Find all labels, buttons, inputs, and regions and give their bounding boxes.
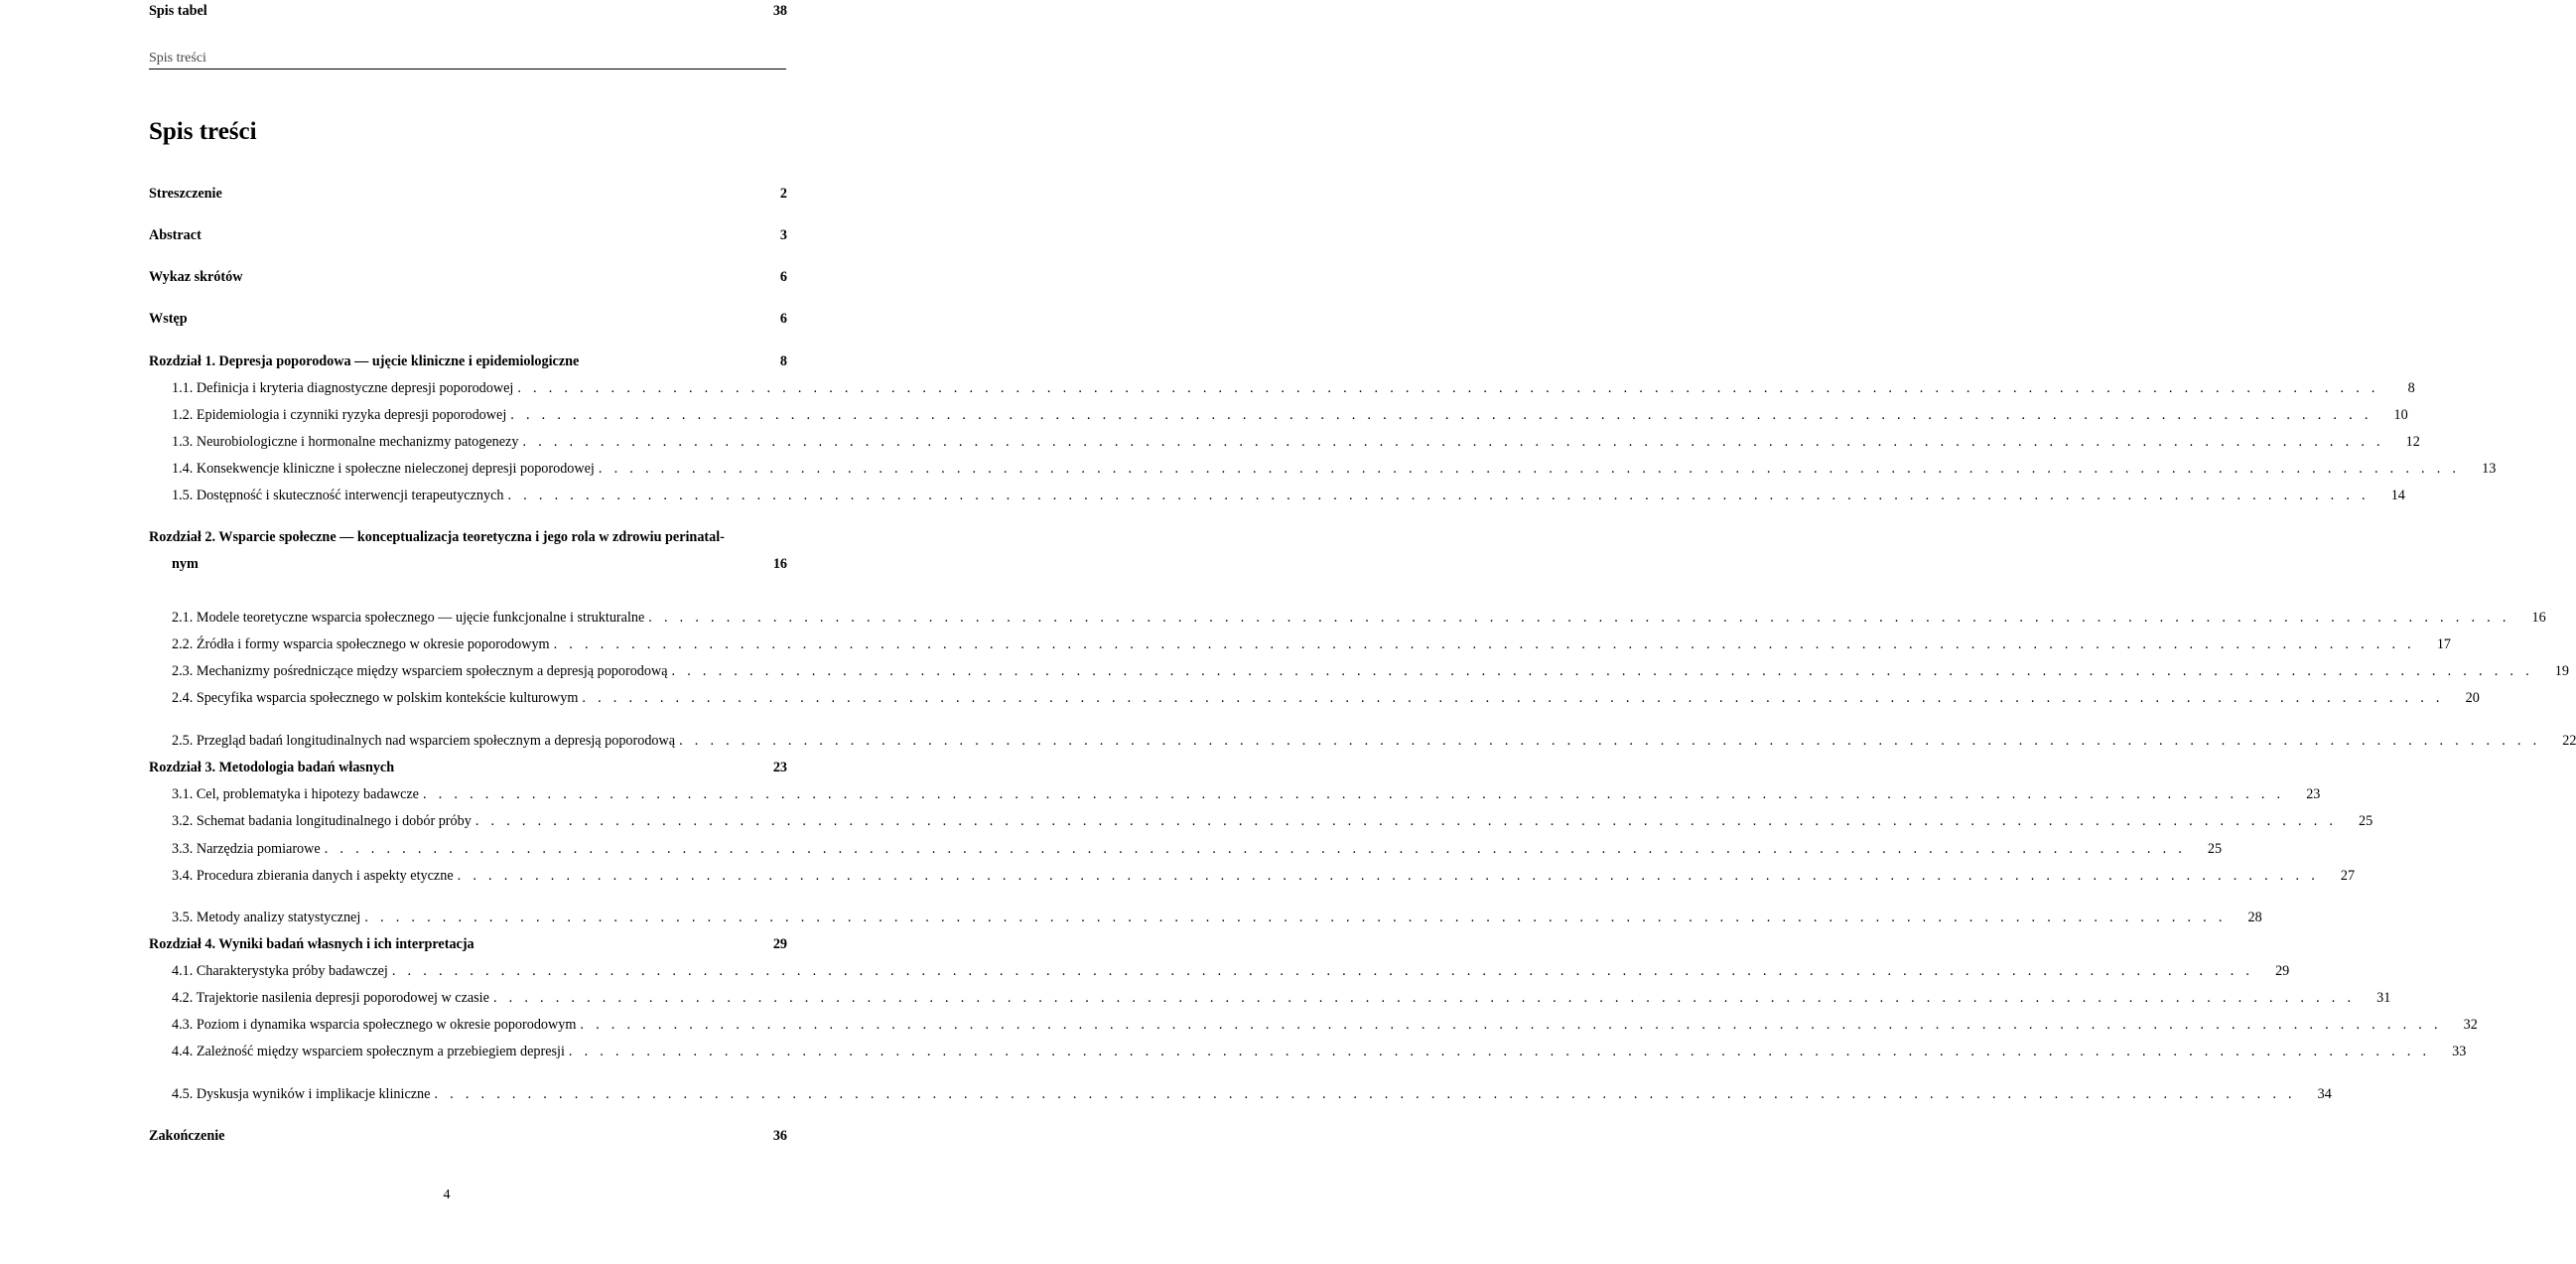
toc-entry-label: Wykaz skrótów <box>149 269 243 285</box>
toc-entry-label: 3.3. Narzędzia pomiarowe <box>172 841 321 857</box>
toc-entry-page: 33 <box>2452 1044 2467 1059</box>
toc-section-entry[interactable] <box>149 633 2452 655</box>
toc-entry-label: 1.2. Epidemiologia i czynniki ryzyka depresji poporodowej <box>172 407 507 423</box>
toc-chapter-entry[interactable] <box>149 308 787 330</box>
toc-entry-label: 4.2. Trajektorie nasilenia depresji poporodowej w czasie <box>172 990 489 1006</box>
toc-entry-page: 31 <box>2376 990 2391 1006</box>
toc-entry-page: 19 <box>2554 663 2569 679</box>
toc-chapter-entry[interactable] <box>149 224 787 246</box>
toc-section-entry[interactable] <box>149 730 2576 752</box>
toc-leader-dots: . . . . . . . . . . . . . . . . . . . . . . . . . . . . . . . . . . . . . . . . . . . . . . . . . . . . . . . . . . . . . . . . . . . . . . . . . . . . . . . . . . . . . . . . . . . . . . . . . . . . . . . . . . . . . . . . . . . . . . . . <box>391 963 2254 979</box>
toc-section-entry[interactable] <box>149 485 2405 506</box>
toc-entry-page: 3 <box>779 227 787 243</box>
toc-entry-page: 38 <box>772 3 787 19</box>
toc-leader-dots: . . . . . . . . . . . . . . . . . . . . . . . . . . . . . . . . . . . . . . . . . . . . . . . . . . . . . . . . . . . . . . . . . . . . . . . . . . . . . . . . . . . . . . . . . . . . . . . . . . . . . . . . . . . . . . . . . . . . . . . . <box>457 868 2320 884</box>
toc-entry-page: 34 <box>2317 1086 2332 1102</box>
toc-section-entry[interactable] <box>149 810 2373 832</box>
toc-section-entry[interactable] <box>149 607 2546 629</box>
toc-entry-page: 17 <box>2436 636 2452 652</box>
toc-leader-dots: . . . . . . . . . . . . . . . . . . . . . . . . . . . . . . . . . . . . . . . . . . . . . . . . . . . . . . . . . . . . . . . . . . . . . . . . . . . . . . . . . . . . . . . . . . . . . . . . . . . . . . . . . . . . . . . . . . . . . . . . <box>679 733 2541 749</box>
toc-entry-label: Streszczenie <box>149 186 222 202</box>
toc-leader-dots: . . . . . . . . . . . . . . . . . . . . . . . . . . . . . . . . . . . . . . . . . . . . . . . . . . . . . . . . . . . . . . . . . . . . . . . . . . . . . . . . . . . . . . . . . . . . . . . . . . . . . . . . . . . . . . . . . . . . . . . . <box>553 636 2416 652</box>
toc-entry-page: 29 <box>772 936 787 952</box>
toc-entry-label: Wstęp <box>149 311 188 327</box>
toc-entry-page: 8 <box>2407 380 2415 396</box>
toc-section-entry[interactable] <box>149 377 2415 399</box>
toc-leader-dots: . . . . . . . . . . . . . . . . . . . . . . . . . . . . . . . . . . . . . . . . . . . . . . . . . . . . . . . . . . . . . . . . . . . . . . . . . . . . . . . . . . . . . . . . . . . . . . . . . . . . . . . . . . . . . . . . . . . . . . . . <box>434 1086 2296 1102</box>
toc-entry-label: 1.1. Definicja i kryteria diagnostyczne depresji poporodowej <box>172 380 514 396</box>
toc-entry-label: 2.5. Przegląd badań longitudinalnych nad wsparciem społecznym a depresją poporodową <box>172 733 676 749</box>
toc-entry-page: 23 <box>772 760 787 775</box>
toc-entry-page: 20 <box>2465 690 2480 706</box>
toc-entry-page: 32 <box>2463 1017 2478 1033</box>
toc-entry-page: 25 <box>2359 813 2373 829</box>
toc-entry-page: 13 <box>2482 461 2497 477</box>
toc-entry-page: 16 <box>2531 610 2546 626</box>
toc-chapter-entry[interactable] <box>149 933 787 955</box>
toc-chapter-entry[interactable] <box>149 757 787 778</box>
toc-leader-dots: . . . . . . . . . . . . . . . . . . . . . . . . . . . . . . . . . . . . . . . . . . . . . . . . . . . . . . . . . . . . . . . . . . . . . . . . . . . . . . . . . . . . . . . . . . . . . . . . . . . . . . . . . . . . . . . . . . . . . . . . <box>510 407 2373 423</box>
table-of-contents <box>149 0 2576 1264</box>
toc-leader-dots: . . . . . . . . . . . . . . . . . . . . . . . . . . . . . . . . . . . . . . . . . . . . . . . . . . . . . . . . . . . . . . . . . . . . . . . . . . . . . . . . . . . . . . . . . . . . . . . . . . . . . . . . . . . . . . . . . . . . . . . . <box>648 610 2510 626</box>
toc-section-entry[interactable] <box>149 431 2420 453</box>
toc-leader-dots: . . . . . . . . . . . . . . . . . . . . . . . . . . . . . . . . . . . . . . . . . . . . . . . . . . . . . . . . . . . . . . . . . . . . . . . . . . . . . . . . . . . . . . . . . . . . . . . . . . . . . . . . . . . . . . . . . . . . . . . . <box>507 488 2370 503</box>
toc-entry-label: 2.2. Źródła i formy wsparcia społecznego w okresie poporodowym <box>172 636 550 652</box>
toc-section-entry[interactable] <box>149 838 2223 860</box>
toc-leader-dots: . . . . . . . . . . . . . . . . . . . . . . . . . . . . . . . . . . . . . . . . . . . . . . . . . . . . . . . . . . . . . . . . . . . . . . . . . . . . . . . . . . . . . . . . . . . . . . . . . . . . . . . . . . . . . . . . . . . . . . . . <box>598 461 2461 477</box>
toc-section-entry[interactable] <box>149 960 2290 982</box>
toc-chapter-entry[interactable] <box>149 1125 787 1147</box>
toc-leader-dots: . . . . . . . . . . . . . . . . . . . . . . . . . . . . . . . . . . . . . . . . . . . . . . . . . . . . . . . . . . . . . . . . . . . . . . . . . . . . . . . . . . . . . . . . . . . . . . . . . . . . . . . . . . . . . . . . . . . . . . . . <box>522 434 2384 450</box>
toc-leader-dots: . . . . . . . . . . . . . . . . . . . . . . . . . . . . . . . . . . . . . . . . . . . . . . . . . . . . . . . . . . . . . . . . . . . . . . . . . . . . . . . . . . . . . . . . . . . . . . . . . . . . . . . . . . . . . . . . . . . . . . . . <box>568 1044 2431 1059</box>
toc-section-entry[interactable] <box>149 783 2321 805</box>
toc-leader-dots: . . . . . . . . . . . . . . . . . . . . . . . . . . . . . . . . . . . . . . . . . . . . . . . . . . . . . . . . . . . . . . . . . . . . . . . . . . . . . . . . . . . . . . . . . . . . . . . . . . . . . . . . . . . . . . . . . . . . . . . . <box>492 990 2356 1006</box>
toc-entry-page: 28 <box>2247 910 2262 925</box>
toc-entry-label: 4.4. Zależność między wsparciem społecznym a przebiegiem depresji <box>172 1044 565 1059</box>
toc-entry-label: 4.1. Charakterystyka próby badawczej <box>172 963 388 979</box>
toc-chapter-entry[interactable] <box>149 183 787 205</box>
toc-section-entry[interactable] <box>149 404 2408 426</box>
toc-entry-label: Rozdział 4. Wyniki badań własnych i ich interpretacja <box>149 936 475 952</box>
toc-entry-label: 3.1. Cel, problematyka i hipotezy badawcze <box>172 786 419 802</box>
toc-entry-label: 2.1. Modele teoretyczne wsparcia społecznego — ujęcie funkcjonalne i strukturalne <box>172 610 645 626</box>
toc-entry-label: 2.4. Specyfika wsparcia społecznego w polskim kontekście kulturowym <box>172 690 579 706</box>
toc-entry-label: 3.4. Procedura zbierania danych i aspekty etyczne <box>172 868 454 884</box>
toc-leader-dots: . . . . . . . . . . . . . . . . . . . . . . . . . . . . . . . . . . . . . . . . . . . . . . . . . . . . . . . . . . . . . . . . . . . . . . . . . . . . . . . . . . . . . . . . . . . . . . . . . . . . . . . . . . . . . . . . . . . . . . . . <box>364 910 2227 925</box>
toc-entry-page: 12 <box>2405 434 2420 450</box>
toc-section-entry[interactable] <box>149 687 2480 709</box>
toc-entry-label: 3.5. Metody analizy statystycznej <box>172 910 361 925</box>
page-title: Spis treści <box>149 118 257 145</box>
toc-entry-label: Zakończenie <box>149 1128 225 1144</box>
toc-entry-label: Spis tabel <box>149 3 207 19</box>
toc-entry-page: 16 <box>772 556 787 572</box>
toc-entry-label: 1.3. Neurobiologiczne i hormonalne mechanizmy patogenezy <box>172 434 519 450</box>
toc-entry-page: 10 <box>2393 407 2408 423</box>
toc-leader-dots: . . . . . . . . . . . . . . . . . . . . . . . . . . . . . . . . . . . . . . . . . . . . . . . . . . . . . . . . . . . . . . . . . . . . . . . . . . . . . . . . . . . . . . . . . . . . . . . . . . . . . . . . . . . . . . . . . . . . . . . . <box>517 380 2379 396</box>
toc-entry-page: 23 <box>2306 786 2321 802</box>
toc-section-entry[interactable] <box>149 1083 2332 1105</box>
toc-entry-label: nym <box>172 556 199 572</box>
toc-entry-label: Rozdział 2. Wsparcie społeczne — konceptualizacja teoretyczna i jego rola w zdrowiu perinatal- <box>149 529 725 545</box>
toc-section-entry[interactable] <box>149 907 2262 928</box>
toc-section-entry[interactable] <box>149 1014 2478 1036</box>
toc-entry-page: 8 <box>779 353 787 369</box>
toc-chapter-entry-continued[interactable] <box>149 553 787 575</box>
toc-section-entry[interactable] <box>149 1041 2467 1062</box>
toc-entry-page: 36 <box>772 1128 787 1144</box>
toc-leader-dots: . . . . . . . . . . . . . . . . . . . . . . . . . . . . . . . . . . . . . . . . . . . . . . . . . . . . . . . . . . . . . . . . . . . . . . . . . . . . . . . . . . . . . . . . . . . . . . . . . . . . . . . . . . . . . . . . . . . . . . . . <box>475 813 2338 829</box>
toc-entry-label: 4.5. Dyskusja wyników i implikacje kliniczne <box>172 1086 431 1102</box>
toc-chapter-entry[interactable] <box>149 266 787 288</box>
toc-entry-page: 6 <box>779 311 787 327</box>
toc-leader-dots: . . . . . . . . . . . . . . . . . . . . . . . . . . . . . . . . . . . . . . . . . . . . . . . . . . . . . . . . . . . . . . . . . . . . . . . . . . . . . . . . . . . . . . . . . . . . . . . . . . . . . . . . . . . . . . . . . . . . . . . . <box>671 663 2533 679</box>
toc-entry-page: 29 <box>2275 963 2290 979</box>
toc-leader-dots: . . . . . . . . . . . . . . . . . . . . . . . . . . . . . . . . . . . . . . . . . . . . . . . . . . . . . . . . . . . . . . . . . . . . . . . . . . . . . . . . . . . . . . . . . . . . . . . . . . . . . . . . . . . . . . . . . . . . . . . . <box>582 690 2444 706</box>
toc-section-entry[interactable] <box>149 865 2356 887</box>
toc-entry-label: Abstract <box>149 227 202 243</box>
toc-entry-label: 2.3. Mechanizmy pośredniczące między wsparciem społecznym a depresją poporodową <box>172 663 668 679</box>
toc-leader-dots: . . . . . . . . . . . . . . . . . . . . . . . . . . . . . . . . . . . . . . . . . . . . . . . . . . . . . . . . . . . . . . . . . . . . . . . . . . . . . . . . . . . . . . . . . . . . . . . . . . . . . . . . . . . . . . . . . . . . . . . . <box>580 1017 2442 1033</box>
toc-entry-label: 3.2. Schemat badania longitudinalnego i dobór próby <box>172 813 472 829</box>
toc-chapter-entry[interactable] <box>149 526 787 548</box>
page-number: 4 <box>443 1188 451 1202</box>
toc-leader-dots: . . . . . . . . . . . . . . . . . . . . . . . . . . . . . . . . . . . . . . . . . . . . . . . . . . . . . . . . . . . . . . . . . . . . . . . . . . . . . . . . . . . . . . . . . . . . . . . . . . . . . . . . . . . . . . . . . . . . . . . . <box>324 841 2187 857</box>
toc-entry-page: 25 <box>2207 841 2223 857</box>
toc-leader-dots: . . . . . . . . . . . . . . . . . . . . . . . . . . . . . . . . . . . . . . . . . . . . . . . . . . . . . . . . . . . . . . . . . . . . . . . . . . . . . . . . . . . . . . . . . . . . . . . . . . . . . . . . . . . . . . . . . . . . . . . . <box>422 786 2285 802</box>
toc-entry-label: Rozdział 3. Metodologia badań własnych <box>149 760 395 775</box>
toc-entry-label: 1.5. Dostępność i skuteczność interwencji terapeutycznych <box>172 488 504 503</box>
toc-chapter-entry[interactable] <box>149 0 787 22</box>
toc-entry-label: 4.3. Poziom i dynamika wsparcia społecznego w okresie poporodowym <box>172 1017 577 1033</box>
toc-entry-page: 22 <box>2562 733 2576 749</box>
running-header-title: Spis treści <box>149 51 206 66</box>
toc-chapter-entry[interactable] <box>149 351 787 372</box>
toc-section-entry[interactable] <box>149 987 2391 1009</box>
toc-entry-page: 27 <box>2340 868 2356 884</box>
toc-entry-page: 6 <box>779 269 787 285</box>
toc-entry-page: 14 <box>2390 488 2405 503</box>
toc-entry-page: 2 <box>779 186 787 202</box>
toc-section-entry[interactable] <box>149 660 2569 682</box>
toc-entry-label: Rozdział 1. Depresja poporodowa — ujęcie kliniczne i epidemiologiczne <box>149 353 580 369</box>
toc-section-entry[interactable] <box>149 458 2497 480</box>
toc-entry-label: 1.4. Konsekwencje kliniczne i społeczne nieleczonej depresji poporodowej <box>172 461 595 477</box>
